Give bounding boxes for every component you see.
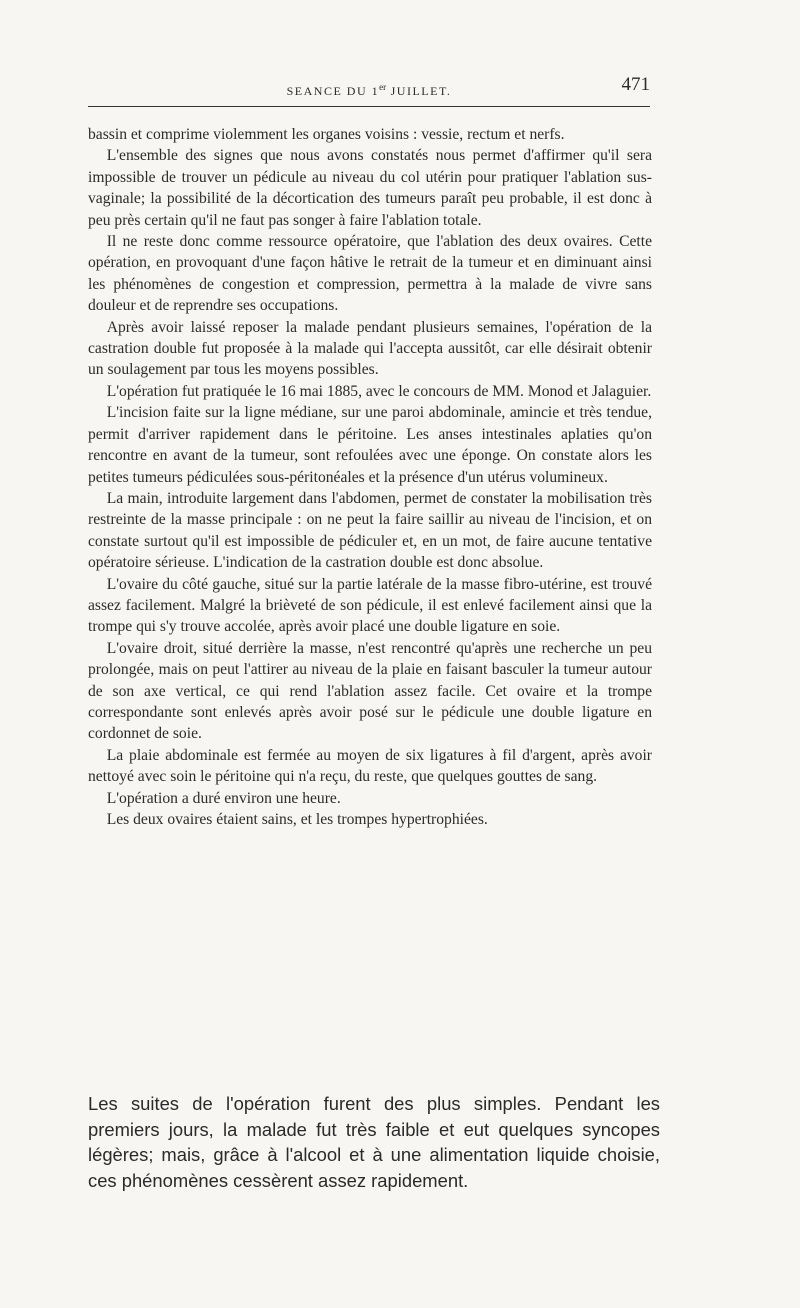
paragraph: Il ne reste donc comme ressource opératoire, que l'ablation des deux ovaires. Cette opération, en provoquant d'une façon hâtive le retrait de la tumeur et en diminuant ainsi les phénomènes de congestion et compression, permettra à la malade de vivre sans douleur et de reprendre ses occupations. — [88, 233, 652, 315]
paragraph: L'ovaire droit, situé derrière la masse, n'est rencontré qu'après une recherche un peu prolongée, mais on peut l'attirer au niveau de la plaie en faisant basculer la tumeur autour de son axe vertical, ce qui rend l'ablation assez facile. Cet ovaire et la trompe correspondante sont enlevés après avoir posé sur le pédicule une double ligature en cordonnet de soie. — [88, 639, 652, 743]
paragraph: L'ensemble des signes que nous avons constatés nous permet d'affirmer qu'il sera impossible de trouver un pédicule au niveau du col utérin pour pratiquer l'ablation sus-vaginale; la possibilité de la décortication des tumeurs paraît peu probable, il est donc à peu près certain qu'il ne faut pas songer à faire l'ablation totale. — [88, 147, 652, 229]
paragraph: L'opération fut pratiquée le 16 mai 1885, avec le concours de MM. Monod et Jalaguier. — [106, 382, 652, 400]
page-number: 471 — [621, 74, 650, 95]
paragraph: L'opération a duré environ une heure. — [106, 789, 341, 807]
header-rule — [88, 106, 650, 107]
running-head-text-end: JUILLET. — [386, 84, 452, 98]
paragraph: Les deux ovaires étaient sains, et les trompes hypertrophiées. — [106, 811, 488, 828]
body-text — [88, 124, 652, 830]
paragraph: L'ovaire du côté gauche, situé sur la partie latérale de la masse fibro-utérine, est trouvé assez facilement. Malgré la brièveté de son pédicule, il est enlevé facilement ainsi que la trompe qui s'y trouve accolée, après avoir placé une double ligature en soie. — [88, 575, 652, 636]
closing-section — [88, 1091, 660, 1193]
paragraph: La main, introduite largement dans l'abdomen, permet de constater la mobilisation très restreinte de la masse principale : on ne peut la faire saillir au niveau de l'incision, et on constate surtout qu'il est impossible de pédiculer et, en un mot, de faire aucune tentative opératoire sérieuse. L'indication de la castration double est donc absolue. — [88, 489, 652, 572]
paragraph: La plaie abdominale est fermée au moyen de six ligatures à fil d'argent, après avoir nettoyé avec soin le péritoine qui n'a reçu, du reste, que quelques gouttes de sang. — [88, 746, 652, 786]
closing-paragraph: Les suites de l'opération furent des plus simples. Pendant les premiers jours, la malade fut très faible et eut quelques syncopes légères; mais, grâce à l'alcool et à une alimentation liquide choisie, ces phénomènes cessèrent assez rapidement. — [88, 1093, 660, 1191]
running-head — [88, 82, 650, 99]
running-head-text: SEANCE DU 1 — [286, 84, 380, 98]
running-head-superscript: er — [379, 82, 387, 92]
paragraph: Après avoir laissé reposer la malade pendant plusieurs semaines, l'opération de la castration double fut proposée à la malade qui l'accepta aussitôt, car elle désirait obtenir un soulagement par tous les moyens possibles. — [88, 318, 652, 379]
paragraph: bassin et comprime violemment les organes voisins : vessie, rectum et nerfs. — [88, 126, 565, 143]
page-header — [88, 74, 650, 100]
paragraph: L'incision faite sur la ligne médiane, sur une paroi abdominale, amincie et très tendue, permit d'arriver rapidement dans le péritoine. Les anses intestinales aplaties qu'on rencontre en avant de la tumeur, sont refoulées avec une éponge. On constate alors les petites tumeurs pédiculées sous-péritonéales et la présence d'un utérus volumineux. — [88, 404, 652, 486]
